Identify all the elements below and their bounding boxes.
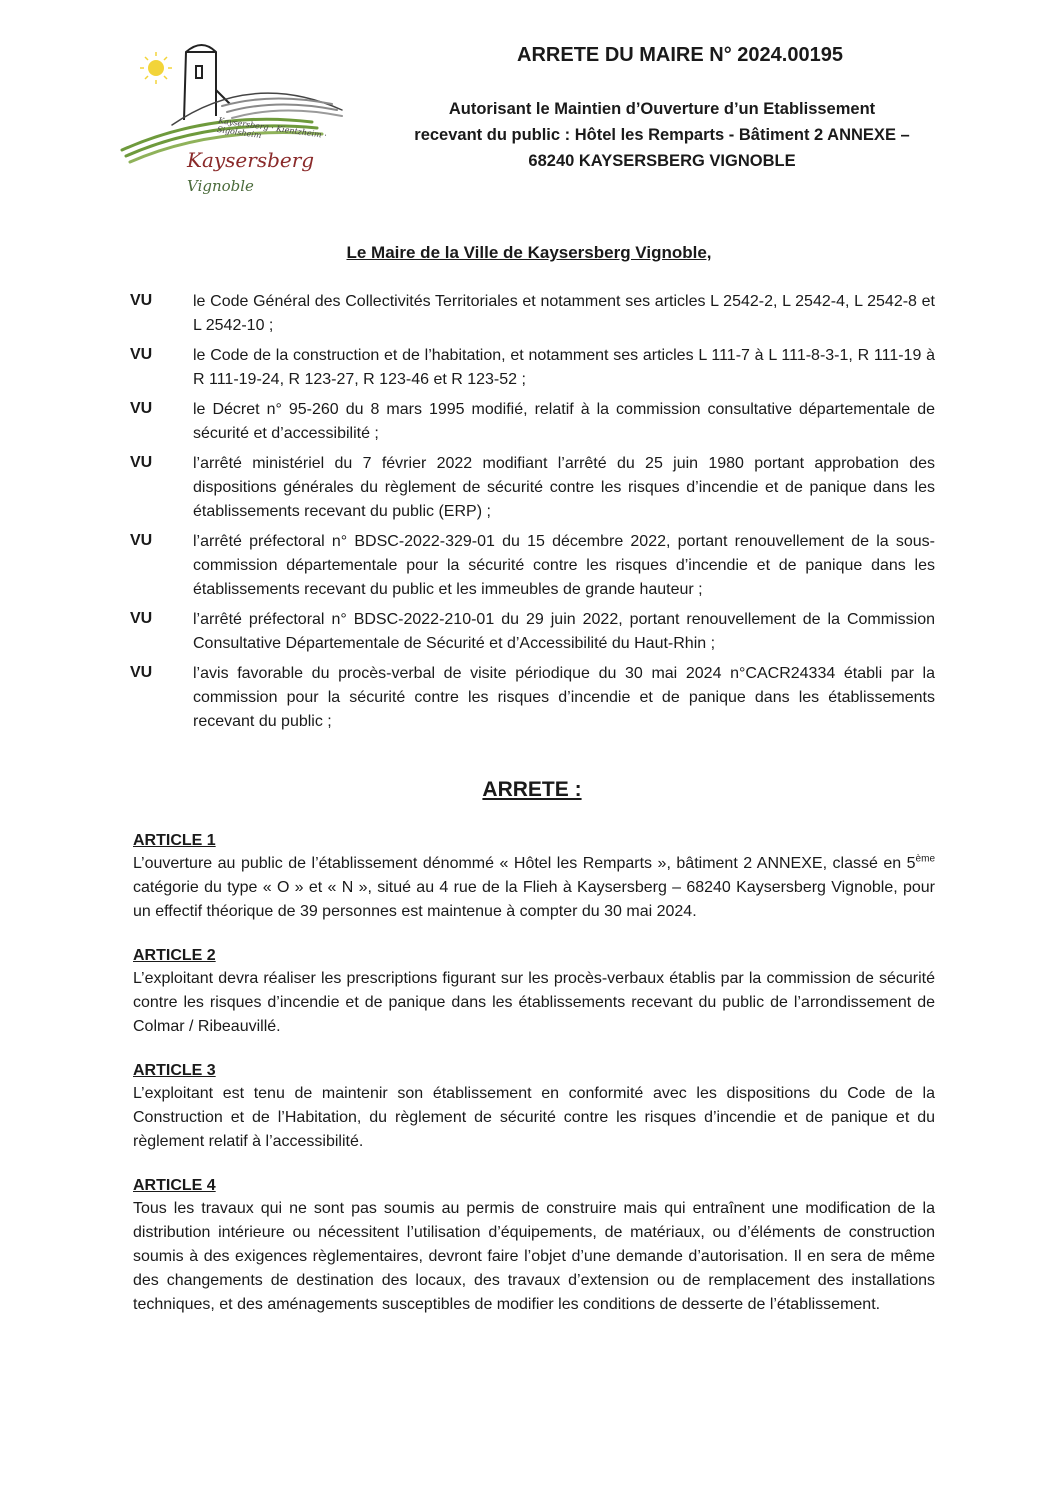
document-title: ARRETE DU MAIRE N° 2024.00195: [517, 44, 843, 66]
article-1: [133, 830, 935, 924]
subtitle-line: Autorisant le Maintien d’Ouverture d’un Etablissement: [448, 100, 876, 118]
consideration-text: l’arrêté préfectoral n° BDSC-2022-210-01 du 29 juin 2022, portant renouvellement de la Commission Consultative Départementale de Sécurité et d’Accessibilité du Haut-Rhin ;: [193, 611, 935, 652]
article-text-part: catégorie du type « O » et « N », situé au 4 rue de la Flieh à Kaysersberg – 68240 Kaysersberg Vignoble, pour un effectif théorique de 39 personnes est maintenue à compter du 30 mai 2024.: [133, 879, 935, 920]
article-text-part: L’ouverture au public de l’établissement dénommé « Hôtel les Remparts », bâtiment 2 ANNEXE, classé en 5: [133, 855, 916, 872]
vu-label: VU: [130, 664, 153, 681]
subtitle-line: 68240 KAYSERSBERG VIGNOBLE: [528, 152, 796, 170]
vu-label: VU: [130, 400, 153, 417]
consideration-text: le Décret n° 95-260 du 8 mars 1995 modifié, relatif à la commission consultative départementale de sécurité et d’accessibilité ;: [193, 401, 935, 442]
logo-villages: Kaysersberg · Kientzheim · Sigolsheim: [216, 115, 328, 141]
logo-wordmark-part2: Vignoble: [187, 177, 254, 195]
consideration-item: [130, 344, 935, 392]
article-title: ARTICLE 4: [133, 1177, 216, 1194]
article-title: ARTICLE 3: [133, 1062, 216, 1079]
vu-label: VU: [130, 610, 153, 627]
consideration-text: l’arrêté préfectoral n° BDSC-2022-329-01 du 15 décembre 2022, portant renouvellement de la sous-commission départementale pour la sécurité contre les risques d’incendie et de panique dans les établissements recevant du public et les immeubles de grande hauteur ;: [193, 533, 935, 598]
sun-icon: [140, 52, 172, 84]
consideration-text: le Code de la construction et de l’habitation, et notamment ses articles L 111-7 à L 111-8-3-1, R 111-19 à R 111-19-24, R 123-27, R 123-46 et R 123-52 ;: [193, 347, 935, 388]
document-subtitle: [360, 96, 964, 174]
logo-wordmark: [187, 148, 362, 196]
mayor-heading: Le Maire de la Ville de Kaysersberg Vignoble,: [346, 243, 712, 262]
consideration-item: [130, 608, 935, 656]
municipality-logo: [112, 30, 362, 195]
consideration-item: [130, 290, 935, 338]
article-title: ARTICLE 1: [133, 832, 216, 849]
article-text: L’exploitant est tenu de maintenir son établissement en conformité avec les dispositions du Code de la Construction et de l’Habitation, du règlement de sécurité contre les risques d’incendie et de panique et du règlement relatif à l’accessibilité.: [133, 1085, 935, 1150]
consideration-item: [130, 530, 935, 602]
arrete-heading: ARRETE :: [482, 778, 582, 801]
consideration-text: le Code Général des Collectivités Territoriales et notamment ses articles L 2542-2, L 2542-4, L 2542-8 et L 2542-10 ;: [193, 293, 935, 334]
vu-label: VU: [130, 532, 153, 549]
article-text: [133, 852, 935, 924]
article-2: [133, 945, 935, 1039]
consideration-item: [130, 452, 935, 524]
consideration-text: l’arrêté ministériel du 7 février 2022 modifiant l’arrêté du 25 juin 1980 portant approbation des dispositions générales du règlement de sécurité contre les risques d’incendie et de panique dans les établissements recevant du public (ERP) ;: [193, 455, 935, 520]
article-text: Tous les travaux qui ne sont pas soumis au permis de construire mais qui entraînent une modification de la distribution intérieure ou nécessitent l’utilisation d’équipements, de matériaux, ou d’éléments de construction soumis à des exigences règlementaires, devront faire l’objet d’une demande d’autorisation. Il en sera de même des changements de destination des locaux, des travaux d’extension ou de remplacement des installations techniques, et des aménagements susceptibles de modifier les conditions de desserte de l’établissement.: [133, 1200, 935, 1313]
tower-icon: [184, 45, 230, 120]
articles-section: [133, 830, 935, 1338]
vu-label: VU: [130, 454, 153, 471]
consideration-item: [130, 398, 935, 446]
article-3: [133, 1060, 935, 1154]
consideration-item: [130, 662, 935, 734]
subtitle-line: recevant du public : Hôtel les Remparts - Bâtiment 2 ANNEXE –: [414, 126, 910, 144]
considerations-list: [130, 290, 935, 740]
article-4: [133, 1175, 935, 1317]
article-title: ARTICLE 2: [133, 947, 216, 964]
vu-label: VU: [130, 346, 153, 363]
ordinal-suffix: ème: [915, 853, 935, 865]
vu-label: VU: [130, 292, 153, 309]
consideration-text: l’avis favorable du procès-verbal de visite périodique du 30 mai 2024 n°CACR24334 établi par la commission pour la sécurité contre les risques d’incendie et de panique dans les établissements recevant du public ;: [193, 665, 935, 730]
article-text: L’exploitant devra réaliser les prescriptions figurant sur les procès-verbaux établis par la commission de sécurité contre les risques d’incendie et de panique dans les établissements recevant du public de l’arrondissement de Colmar / Ribeauvillé.: [133, 970, 935, 1035]
logo-wordmark-part1: Kaysersberg: [187, 148, 315, 172]
